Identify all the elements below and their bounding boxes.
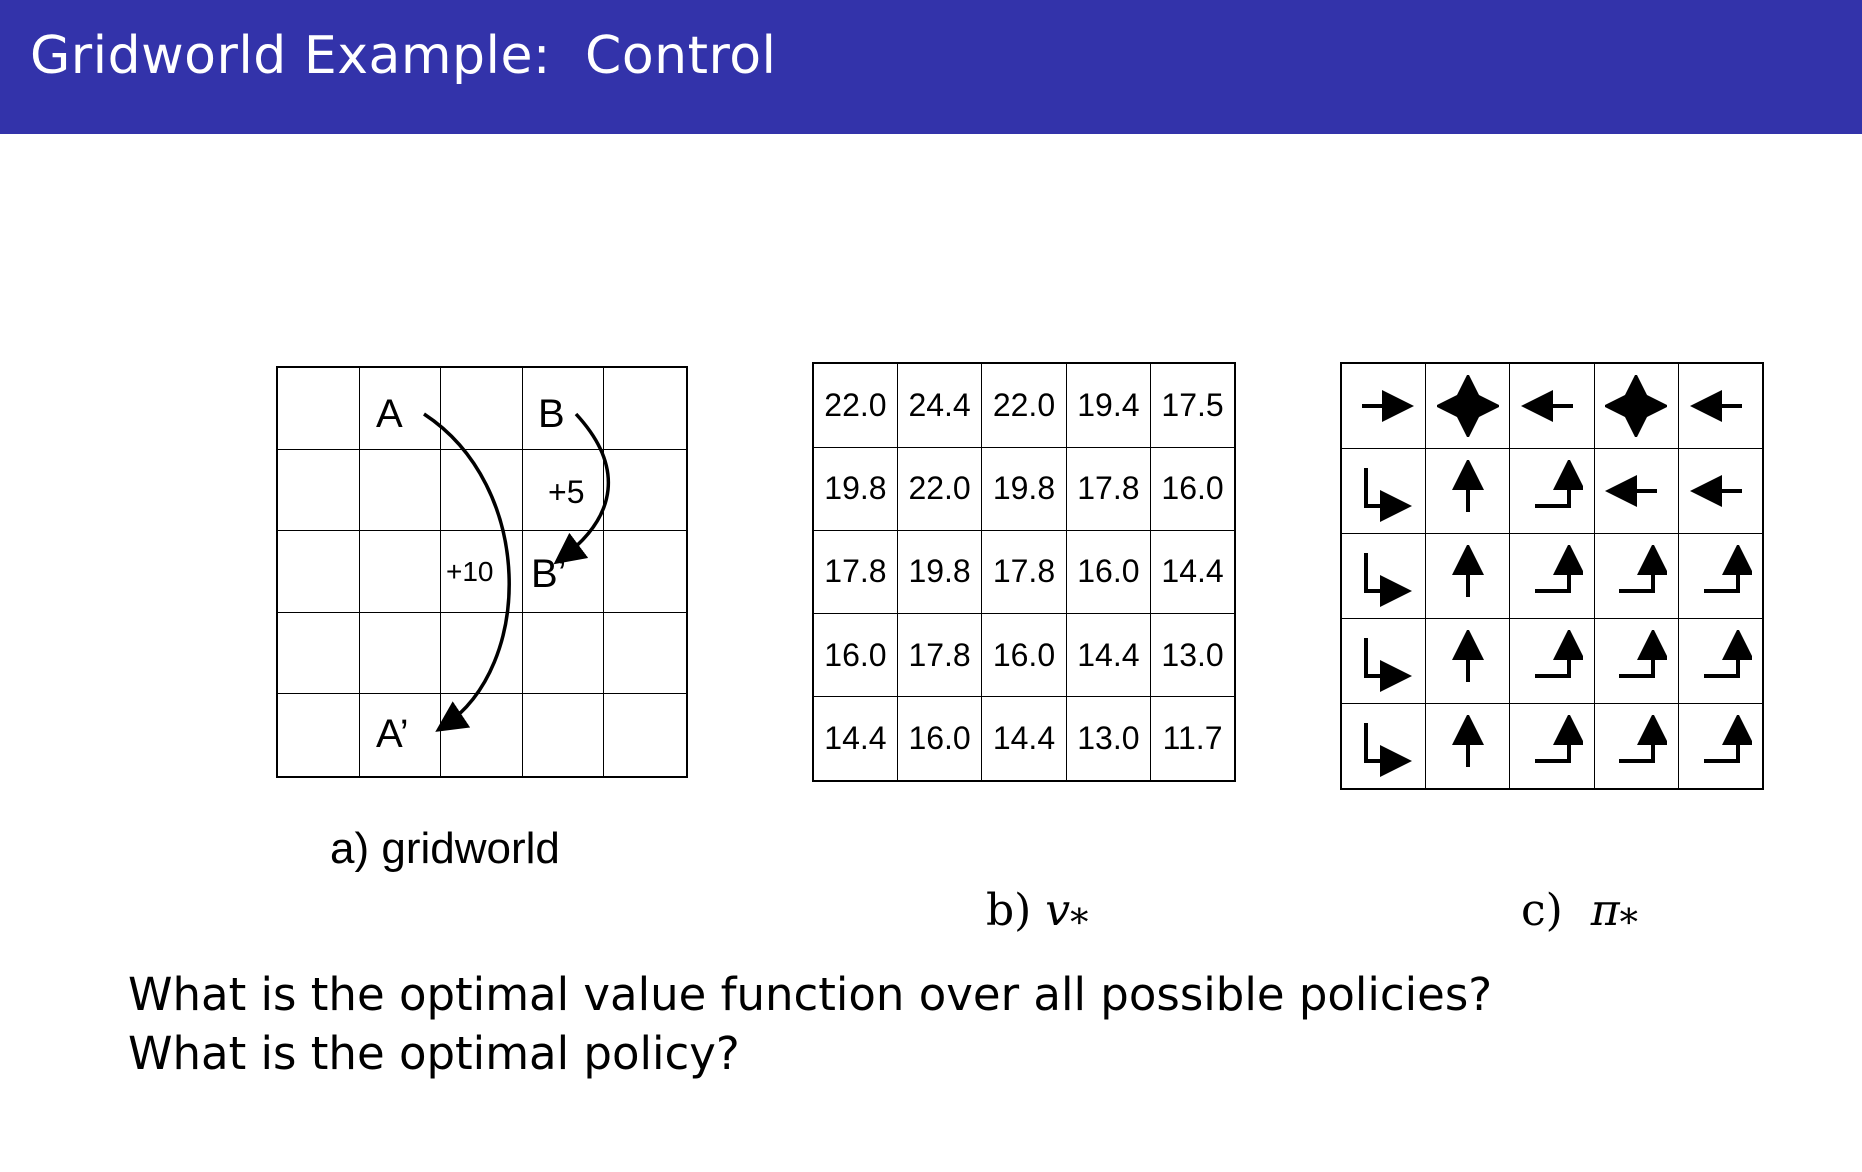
panel-optimal-value — [812, 362, 1236, 782]
policy-cell-all — [1425, 363, 1509, 449]
policy-cell-left — [1679, 449, 1763, 534]
value-cell: 22.0 — [982, 363, 1066, 447]
caption-panel-b-sub: * — [1070, 900, 1089, 944]
value-cell: 16.0 — [897, 697, 981, 781]
table-row — [1341, 534, 1763, 619]
table-row — [1341, 619, 1763, 704]
arrow-up-right-icon — [1352, 545, 1414, 607]
value-cell: 17.8 — [897, 614, 981, 697]
value-cell: 19.4 — [1066, 363, 1150, 447]
arrow-up-left-icon — [1521, 715, 1583, 777]
value-cell: 11.7 — [1151, 697, 1235, 781]
value-cell: 17.5 — [1151, 363, 1235, 447]
question-line-1: What is the optimal value function over all possible policies? — [128, 968, 1493, 1021]
policy-cell-up — [1425, 534, 1509, 619]
arrow-up-right-icon — [1352, 460, 1414, 522]
grid-label-a-prime: A’ — [376, 712, 409, 756]
policy-cell-up-right — [1341, 534, 1425, 619]
value-cell: 14.4 — [1151, 530, 1235, 613]
arrow-up-left-icon — [1690, 545, 1752, 607]
arrow-up-left-icon — [1605, 715, 1667, 777]
policy-cell-up-left — [1510, 449, 1594, 534]
gridworld-figure — [0, 134, 1862, 944]
caption-panel-b-symbol: v — [1045, 885, 1071, 936]
grid-label-b: B — [538, 392, 565, 436]
value-cell: 24.4 — [897, 363, 981, 447]
arrow-up-left-icon — [1605, 630, 1667, 692]
value-cell: 13.0 — [1066, 697, 1150, 781]
table-row — [813, 530, 1235, 613]
policy-cell-left — [1679, 363, 1763, 449]
arrow-left-icon — [1605, 460, 1667, 522]
policy-cell-up-left — [1594, 704, 1678, 790]
policy-cell-all — [1594, 363, 1678, 449]
value-cell: 16.0 — [1151, 447, 1235, 530]
policy-cell-right — [1341, 363, 1425, 449]
policy-cell-up-left — [1679, 619, 1763, 704]
arrow-up-icon — [1437, 460, 1499, 522]
policy-cell-up — [1425, 619, 1509, 704]
policy-cell-left — [1594, 449, 1678, 534]
arrow-all-directions-icon — [1437, 375, 1499, 437]
arrow-up-left-icon — [1521, 460, 1583, 522]
questions-block — [128, 965, 1768, 1084]
grid-reward-a-label: +10 — [446, 556, 494, 587]
value-cell: 19.8 — [813, 447, 897, 530]
policy-cell-up-left — [1679, 534, 1763, 619]
question-line-2: What is the optimal policy? — [128, 1027, 740, 1081]
value-cell: 22.0 — [813, 363, 897, 447]
value-cell: 13.0 — [1151, 614, 1235, 697]
arrow-left-icon — [1690, 460, 1752, 522]
table-row — [813, 447, 1235, 530]
value-cell: 14.4 — [813, 697, 897, 781]
arrow-up-icon — [1437, 715, 1499, 777]
arrow-up-icon — [1437, 545, 1499, 607]
value-cell: 16.0 — [982, 614, 1066, 697]
policy-cell-up — [1425, 704, 1509, 790]
value-cell: 19.8 — [982, 447, 1066, 530]
policy-cell-left — [1510, 363, 1594, 449]
arrow-up-left-icon — [1690, 715, 1752, 777]
arrow-right-icon — [1352, 375, 1414, 437]
page-title: Gridworld Example: Control — [30, 26, 777, 86]
policy-cell-up-right — [1341, 449, 1425, 534]
value-cell: 16.0 — [1066, 530, 1150, 613]
optimal-value-table — [812, 362, 1236, 782]
arrow-up-left-icon — [1521, 545, 1583, 607]
grid-reward-b-label: +5 — [548, 474, 585, 510]
value-cell: 17.8 — [813, 530, 897, 613]
table-row — [1341, 363, 1763, 449]
policy-cell-up — [1425, 449, 1509, 534]
table-row — [813, 614, 1235, 697]
value-cell: 16.0 — [813, 614, 897, 697]
arrow-up-right-icon — [1352, 715, 1414, 777]
arrow-left-icon — [1521, 375, 1583, 437]
caption-panel-a: a) gridworld — [330, 824, 560, 873]
policy-cell-up-right — [1341, 704, 1425, 790]
value-cell: 17.8 — [1066, 447, 1150, 530]
panel-gridworld — [276, 366, 688, 778]
optimal-policy-table — [1340, 362, 1764, 790]
grid-label-b-prime: B’ — [531, 552, 567, 596]
arrow-left-icon — [1690, 375, 1752, 437]
arrow-up-left-icon — [1605, 545, 1667, 607]
policy-cell-up-left — [1510, 619, 1594, 704]
arrow-up-icon — [1437, 630, 1499, 692]
table-row — [813, 363, 1235, 447]
caption-panel-c-prefix: c) — [1520, 885, 1591, 936]
value-cell: 22.0 — [897, 447, 981, 530]
value-cell: 17.8 — [982, 530, 1066, 613]
caption-panel-c-symbol: π — [1590, 885, 1620, 936]
caption-panel-c-sub: * — [1619, 900, 1638, 944]
policy-cell-up-left — [1594, 619, 1678, 704]
arrow-all-directions-icon — [1605, 375, 1667, 437]
policy-cell-up-left — [1679, 704, 1763, 790]
caption-panel-b-prefix: b) — [985, 885, 1046, 936]
policy-cell-up-right — [1341, 619, 1425, 704]
arrow-up-left-icon — [1690, 630, 1752, 692]
value-cell: 19.8 — [897, 530, 981, 613]
policy-cell-up-left — [1510, 534, 1594, 619]
table-row — [813, 697, 1235, 781]
policy-cell-up-left — [1594, 534, 1678, 619]
table-row — [1341, 449, 1763, 534]
value-cell: 14.4 — [982, 697, 1066, 781]
slide-title-bar — [0, 0, 1862, 134]
grid-label-a: A — [376, 392, 403, 436]
arrow-up-left-icon — [1521, 630, 1583, 692]
arrow-up-right-icon — [1352, 630, 1414, 692]
panel-optimal-policy — [1340, 362, 1764, 782]
value-cell: 14.4 — [1066, 614, 1150, 697]
table-row — [1341, 704, 1763, 790]
policy-cell-up-left — [1510, 704, 1594, 790]
